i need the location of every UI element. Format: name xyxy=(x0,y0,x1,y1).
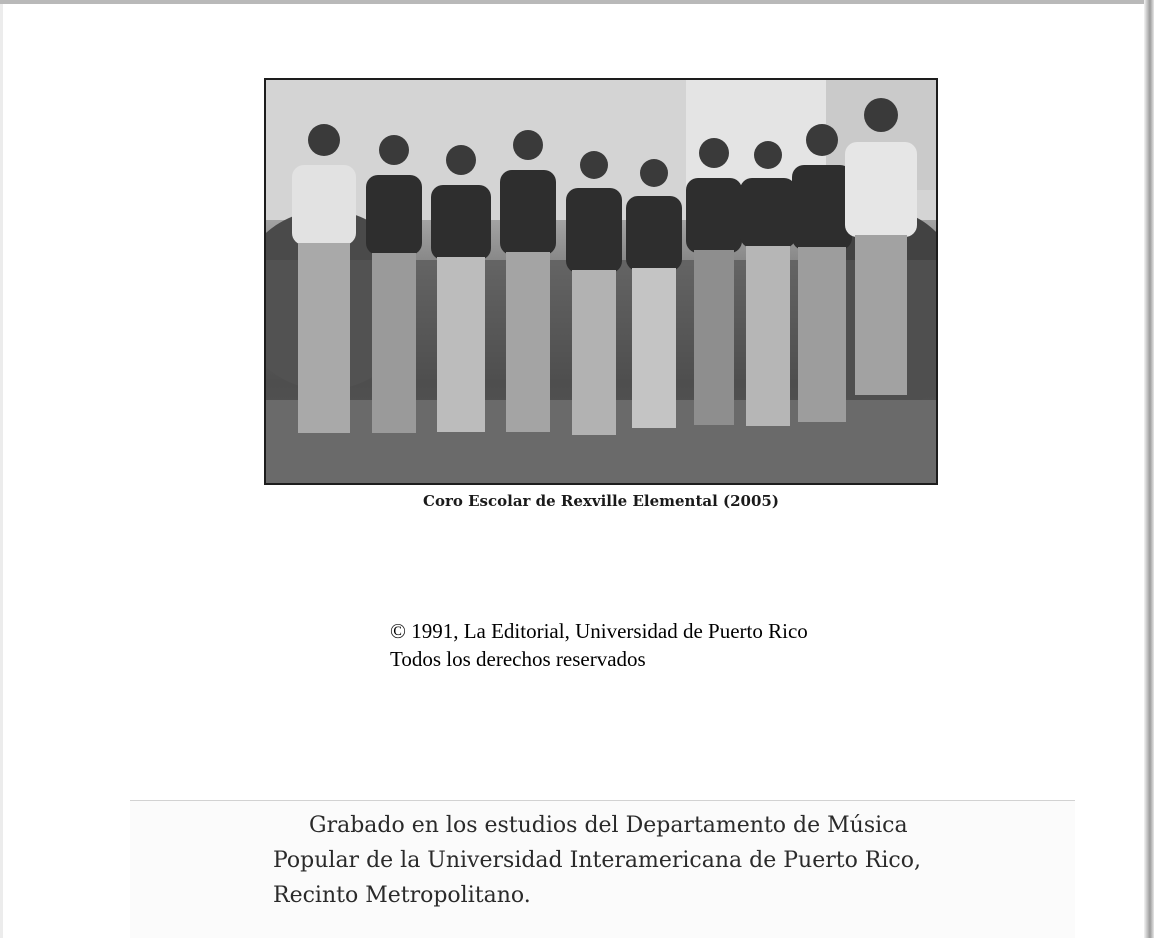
copyright-notice xyxy=(390,617,808,673)
photo-caption: Coro Escolar de Rexville Elemental (2005) xyxy=(423,492,779,510)
scan-right-edge xyxy=(1144,0,1154,938)
recording-note-line: Popular de la Universidad Interamericana de Puerto Rico, xyxy=(273,848,921,873)
scan-strip-edge xyxy=(130,800,1075,801)
choir-photo xyxy=(264,78,938,485)
recording-note xyxy=(273,808,953,913)
scan-top-edge xyxy=(0,0,1154,4)
rights-reserved-line: Todos los derechos reservados xyxy=(390,647,646,671)
recording-note-line: Recinto Metropolitano. xyxy=(273,883,531,908)
scan-left-edge xyxy=(0,0,3,938)
recording-note-line: Grabado en los estudios del Departamento de Música xyxy=(309,813,908,838)
copyright-line: © 1991, La Editorial, Universidad de Puerto Rico xyxy=(390,619,808,643)
